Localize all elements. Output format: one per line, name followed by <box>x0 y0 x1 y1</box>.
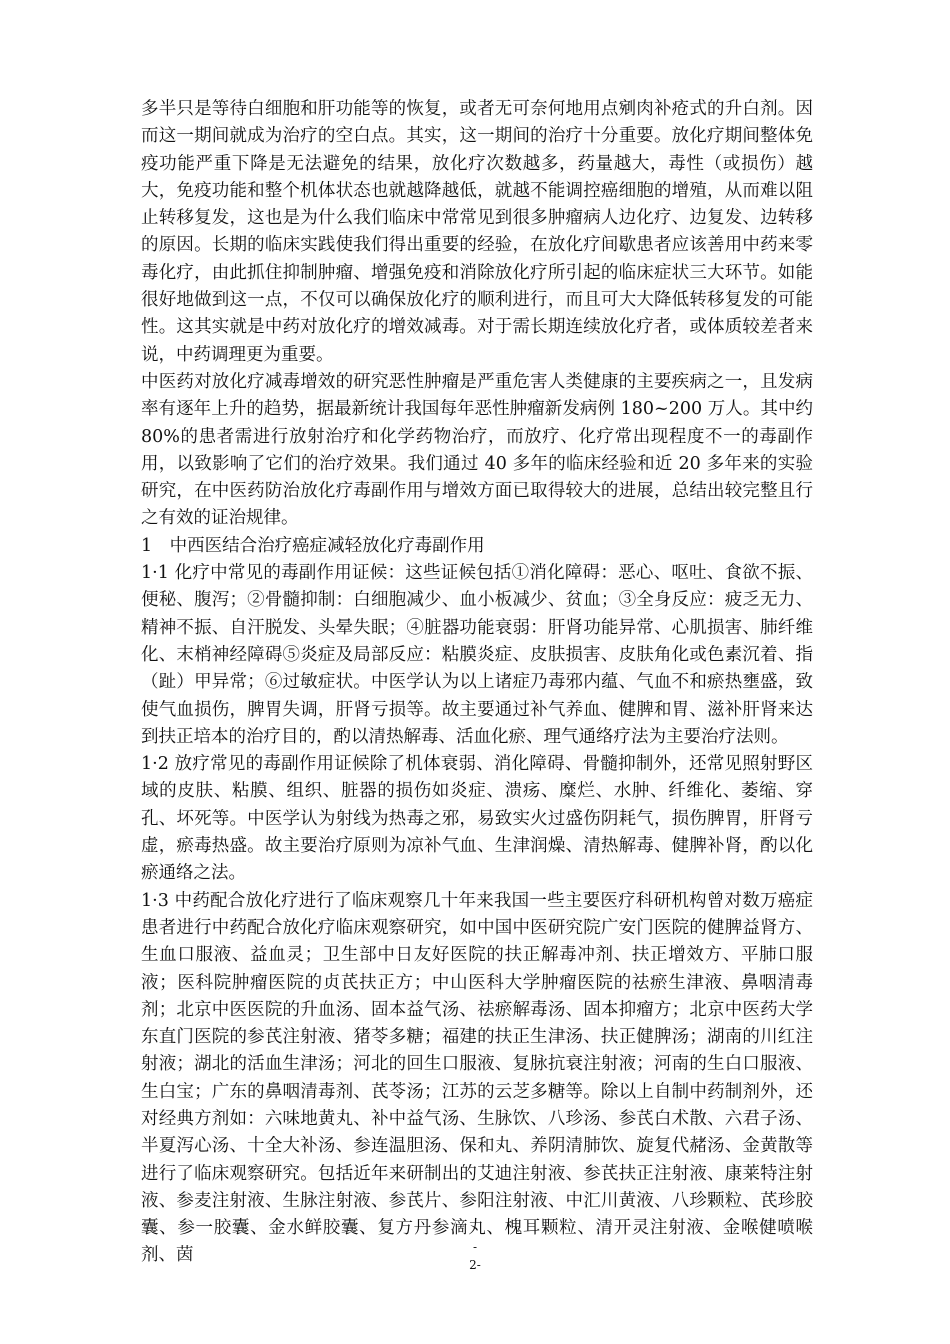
paragraph-chemo-interval: 多半只是等待白细胞和肝功能等的恢复，或者无可奈何地用点剜肉补疮式的升白剂。因而这一期间就成为治疗的空白点。其实，这一期间的治疗十分重要。放化疗期间整体免疫功能严重下降是无法避免的结果，放化疗次数越多，药量越大，毒性（或损伤）越大，免疫功能和整个机体状态也就越降越低，就越不能调控癌细胞的增殖，从而难以阻止转移复发，这也是为什么我们临床中常常见到很多肿瘤病人边化疗、边复发、边转移的原因。长期的临床实践使我们得出重要的经验，在放化疗间歇患者应该善用中药来零毒化疗，由此抓住抑制肿瘤、增强免疫和消除放化疗所引起的临床症状三大环节。如能很好地做到这一点，不仅可以确保放化疗的顺利进行，而且可大大降低转移复发的可能性。这其实就是中药对放化疗的增效减毒。对于需长期连续放化疗者，或体质较差者来说，中药调理更为重要。 <box>141 99 813 365</box>
paragraph-1-2-radio-side-effects: 1·2 放疗常见的毒副作用证候除了机体衰弱、消化障碍、骨髓抑制外，还常见照射野区域的皮肤、粘膜、组织、脏器的损伤如炎症、溃疡、糜烂、水肿、纤维化、萎缩、穿孔、坏死等。中医学认为射线为热毒之邪，易致实火过盛伤阴耗气，损伤脾胃，肝肾亏虚，瘀毒热盛。故主要治疗原则为凉补气血、生津润燥、清热解毒、健脾补肾，酌以化瘀通络之法。 <box>141 754 813 884</box>
document-body <box>141 96 813 1270</box>
paragraph-research-overview: 中医药对放化疗减毒增效的研究恶性肿瘤是严重危害人类健康的主要疾病之一，且发病率有逐年上升的趋势，据最新统计我国每年恶性肿瘤新发病例 180~200 万人。其中约 80%的患者需进行放射治疗和化学药物治疗，而放疗、化疗常出现程度不一的毒副作用，以致影响了它们的治疗效果。我们通过 40 多年的临床经验和近 20 多年来的实验研究，在中医药防治放化疗毒副作用与增效方面已取得较大的进展，总结出较完整且行之有效的证治规律。 <box>141 371 813 529</box>
page-number: 2- <box>469 1258 481 1272</box>
page-number-dash: - <box>472 1240 478 1254</box>
paragraph-1-1-chemo-side-effects: 1·1 化疗中常见的毒副作用证候：这些证候包括①消化障碍：恶心、呕吐、食欲不振、便秘、腹泻；②骨髓抑制：白细胞减少、血小板减少、贫血；③全身反应：疲乏无力、精神不振、自汗脱发、头晕失眠；④脏器功能衰弱：肝肾功能异常、心肌损害、肺纤维化、末梢神经障碍⑤炎症及局部反应：粘膜炎症、皮肤损害、皮肤角化或色素沉着、指（趾）甲异常；⑥过敏症状。中医学认为以上诸症乃毒邪内蕴、气血不和瘀热壅盛，致使气血损伤，脾胃失调，肝肾亏损等。故主要通过补气养血、健脾和胃、滋补肝肾来达到扶正培本的治疗目的，酌以清热解毒、活血化瘀、理气通络疗法为主要治疗法则。 <box>141 563 813 747</box>
section-heading-1: 1 中西医结合治疗癌症减轻放化疗毒副作用 <box>141 535 485 556</box>
paragraph-1-3-clinical-observation: 1·3 中药配合放化疗进行了临床观察几十年来我国一些主要医疗科研机构曾对数万癌症患者进行中药配合放化疗临床观察研究，如中国中医研究院广安门医院的健脾益肾方、生血口服液、益血灵；卫生部中日友好医院的扶正解毒冲剂、扶正增效方、平肺口服液；医科院肿瘤医院的贞芪扶正方；中山医科大学肿瘤医院的祛瘀生津液、鼻咽清毒剂；北京中医医院的升血汤、固本益气汤、祛瘀解毒汤、固本抑瘤方；北京中医药大学东直门医院的参芪注射液、猪苓多糖；福建的扶正生津汤、扶正健脾汤；湖南的川红注射液；湖北的活血生津汤；河北的回生口服液、复脉抗衰注射液；河南的生白口服液、生白宝；广东的鼻咽清毒剂、芪苓汤；江苏的云芝多糖等。除以上自制中药制剂外，还对经典方剂如：六味地黄丸、补中益气汤、生脉饮、八珍汤、参芪白术散、六君子汤、半夏泻心汤、十全大补汤、参连温胆汤、保和丸、养阴清肺饮、旋复代赭汤、金黄散等进行了临床观察研究。包括近年来研制出的艾迪注射液、参芪扶正注射液、康莱特注射液、参麦注射液、生脉注射液、参芪片、参阳注射液、中汇川黄液、八珍颗粒、芪珍胶囊、参一胶囊、金水鲜胶囊、复方丹参滴丸、槐耳颗粒、清开灵注射液、金喉健喷喉剂、茵 <box>141 890 813 1266</box>
page-footer <box>0 1238 950 1274</box>
